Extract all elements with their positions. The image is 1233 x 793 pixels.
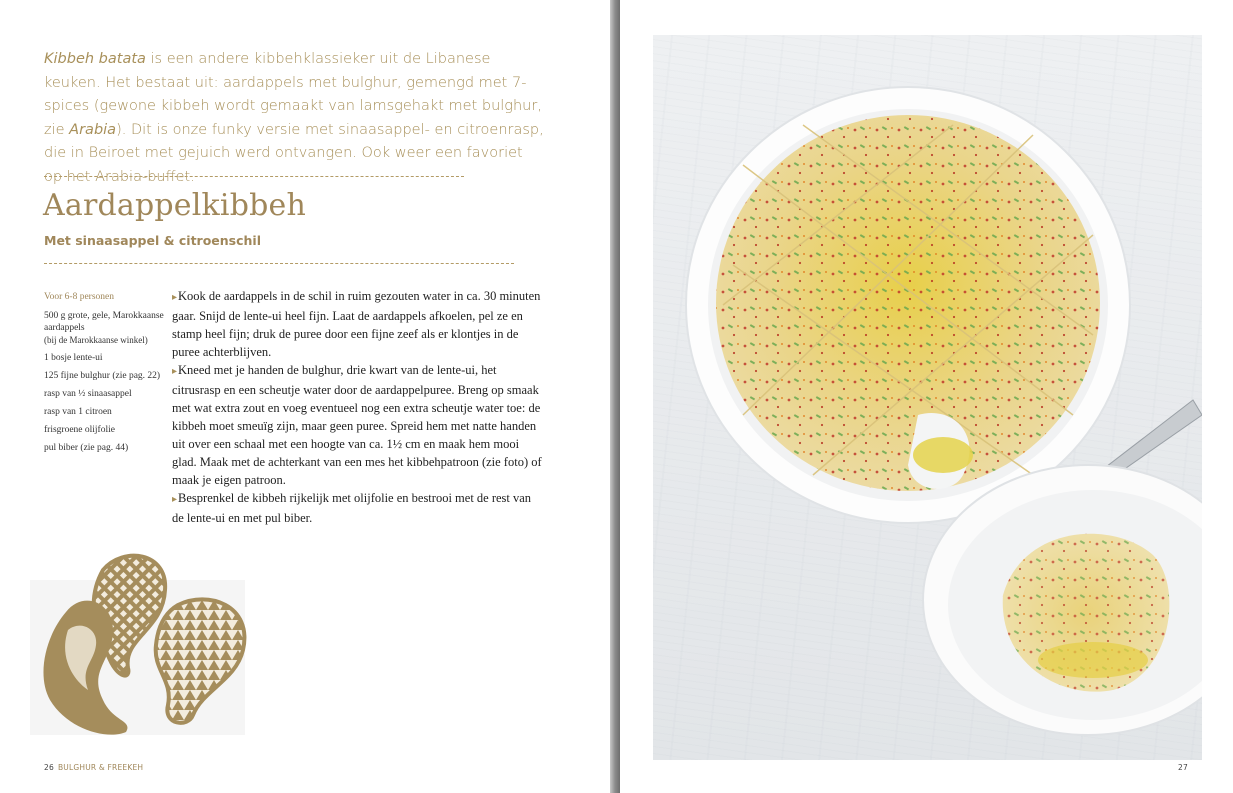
ingredient-item: rasp van 1 citroen	[44, 407, 112, 417]
page-folio-right	[1178, 763, 1188, 772]
step-text: Besprenkel de kibbeh rijkelijk met olijfolie en bestrooi met de rest van de lente-ui en met pul biber.	[172, 491, 532, 525]
food-photo	[653, 35, 1202, 760]
intro-paragraph	[44, 48, 544, 189]
recipe-title: Aardappelkibbeh	[43, 188, 306, 223]
ingredients-list	[44, 291, 164, 460]
step-text: Kook de aardappels in de schil in ruim gezouten water in ca. 30 minuten gaar. Snijd de lente-ui heel fijn. Laat de aardappels afkoelen, pel ze en stamp heel fijn; druk de puree door een fijne zeef als er klontjes in de puree achterblijven.	[172, 289, 541, 359]
step	[172, 287, 544, 361]
ingredient-item: rasp van ½ sinaasappel	[44, 389, 132, 399]
right-page	[620, 0, 1233, 793]
ingredient-item: pul biber (zie pag. 44)	[44, 443, 129, 453]
left-page	[0, 0, 610, 793]
recipe-subtitle: Met sinaasappel & citroenschil	[44, 233, 261, 248]
bullet-arrow-icon: ▸	[172, 366, 178, 377]
kibbeh-dish-illustration	[653, 35, 1202, 760]
step-text: Kneed met je handen de bulghur, drie kwart van de lente-ui, het citrusrasp en een scheutje water door de aardappelpuree. Breng op smaak met wat extra zout en voeg eventueel nog een extra scheutje water toe: de kibbeh moet smeuïg zijn, maar geen puree. Spreid hem met natte handen uit over een schaal met een hoogte van ca. 1½ cm en maak hem mooi glad. Maak met de achterkant van een mes het kibbehpatroon (zie foto) of maak je eigen patroon.	[172, 363, 542, 487]
divider-bottom	[44, 263, 514, 264]
ingredient-item	[44, 310, 164, 346]
bullet-arrow-icon: ▸	[172, 292, 178, 303]
ingredient-item: 1 bosje lente-ui	[44, 353, 103, 363]
intro-lead: Kibbeh batata	[44, 51, 146, 67]
ingredient-item: frisgroene olijfolie	[44, 425, 115, 435]
step	[172, 489, 544, 527]
serves-label: Voor 6-8 personen	[44, 292, 115, 302]
ingredient-note: (bij de Marokkaanse winkel)	[44, 335, 148, 345]
paisley-ornament-icon	[28, 550, 258, 740]
divider-top	[44, 176, 464, 177]
intro-text-2: ). Dit is onze funky versie met sinaasappel- en citroenrasp, die in Beiroet met gejuich werd ontvangen. Ook weer een favoriet op het Arabia-buffet.	[44, 121, 544, 185]
page-number: 26	[44, 763, 54, 772]
step	[172, 361, 544, 489]
intro-text-1: is een andere kibbehklassieker uit de Libanese keuken. Het bestaat uit: aardappels met bulghur, gemengd met 7-spices (gewone kibbeh wordt gemaakt van lamsgehakt met bulghur, zie	[44, 51, 542, 138]
ingredient-text: 500 g grote, gele, Marokkaanse aardappels	[44, 311, 164, 333]
bullet-arrow-icon: ▸	[172, 494, 178, 505]
method-steps	[172, 287, 544, 527]
book-gutter	[610, 0, 620, 793]
page-folio-left	[44, 763, 143, 772]
ingredient-item: 125 fijne bulghur (zie pag. 22)	[44, 371, 161, 381]
intro-ref: Arabia	[69, 121, 117, 138]
section-name: BULGHUR & FREEKEH	[57, 763, 144, 772]
page-number: 27	[1178, 763, 1188, 772]
